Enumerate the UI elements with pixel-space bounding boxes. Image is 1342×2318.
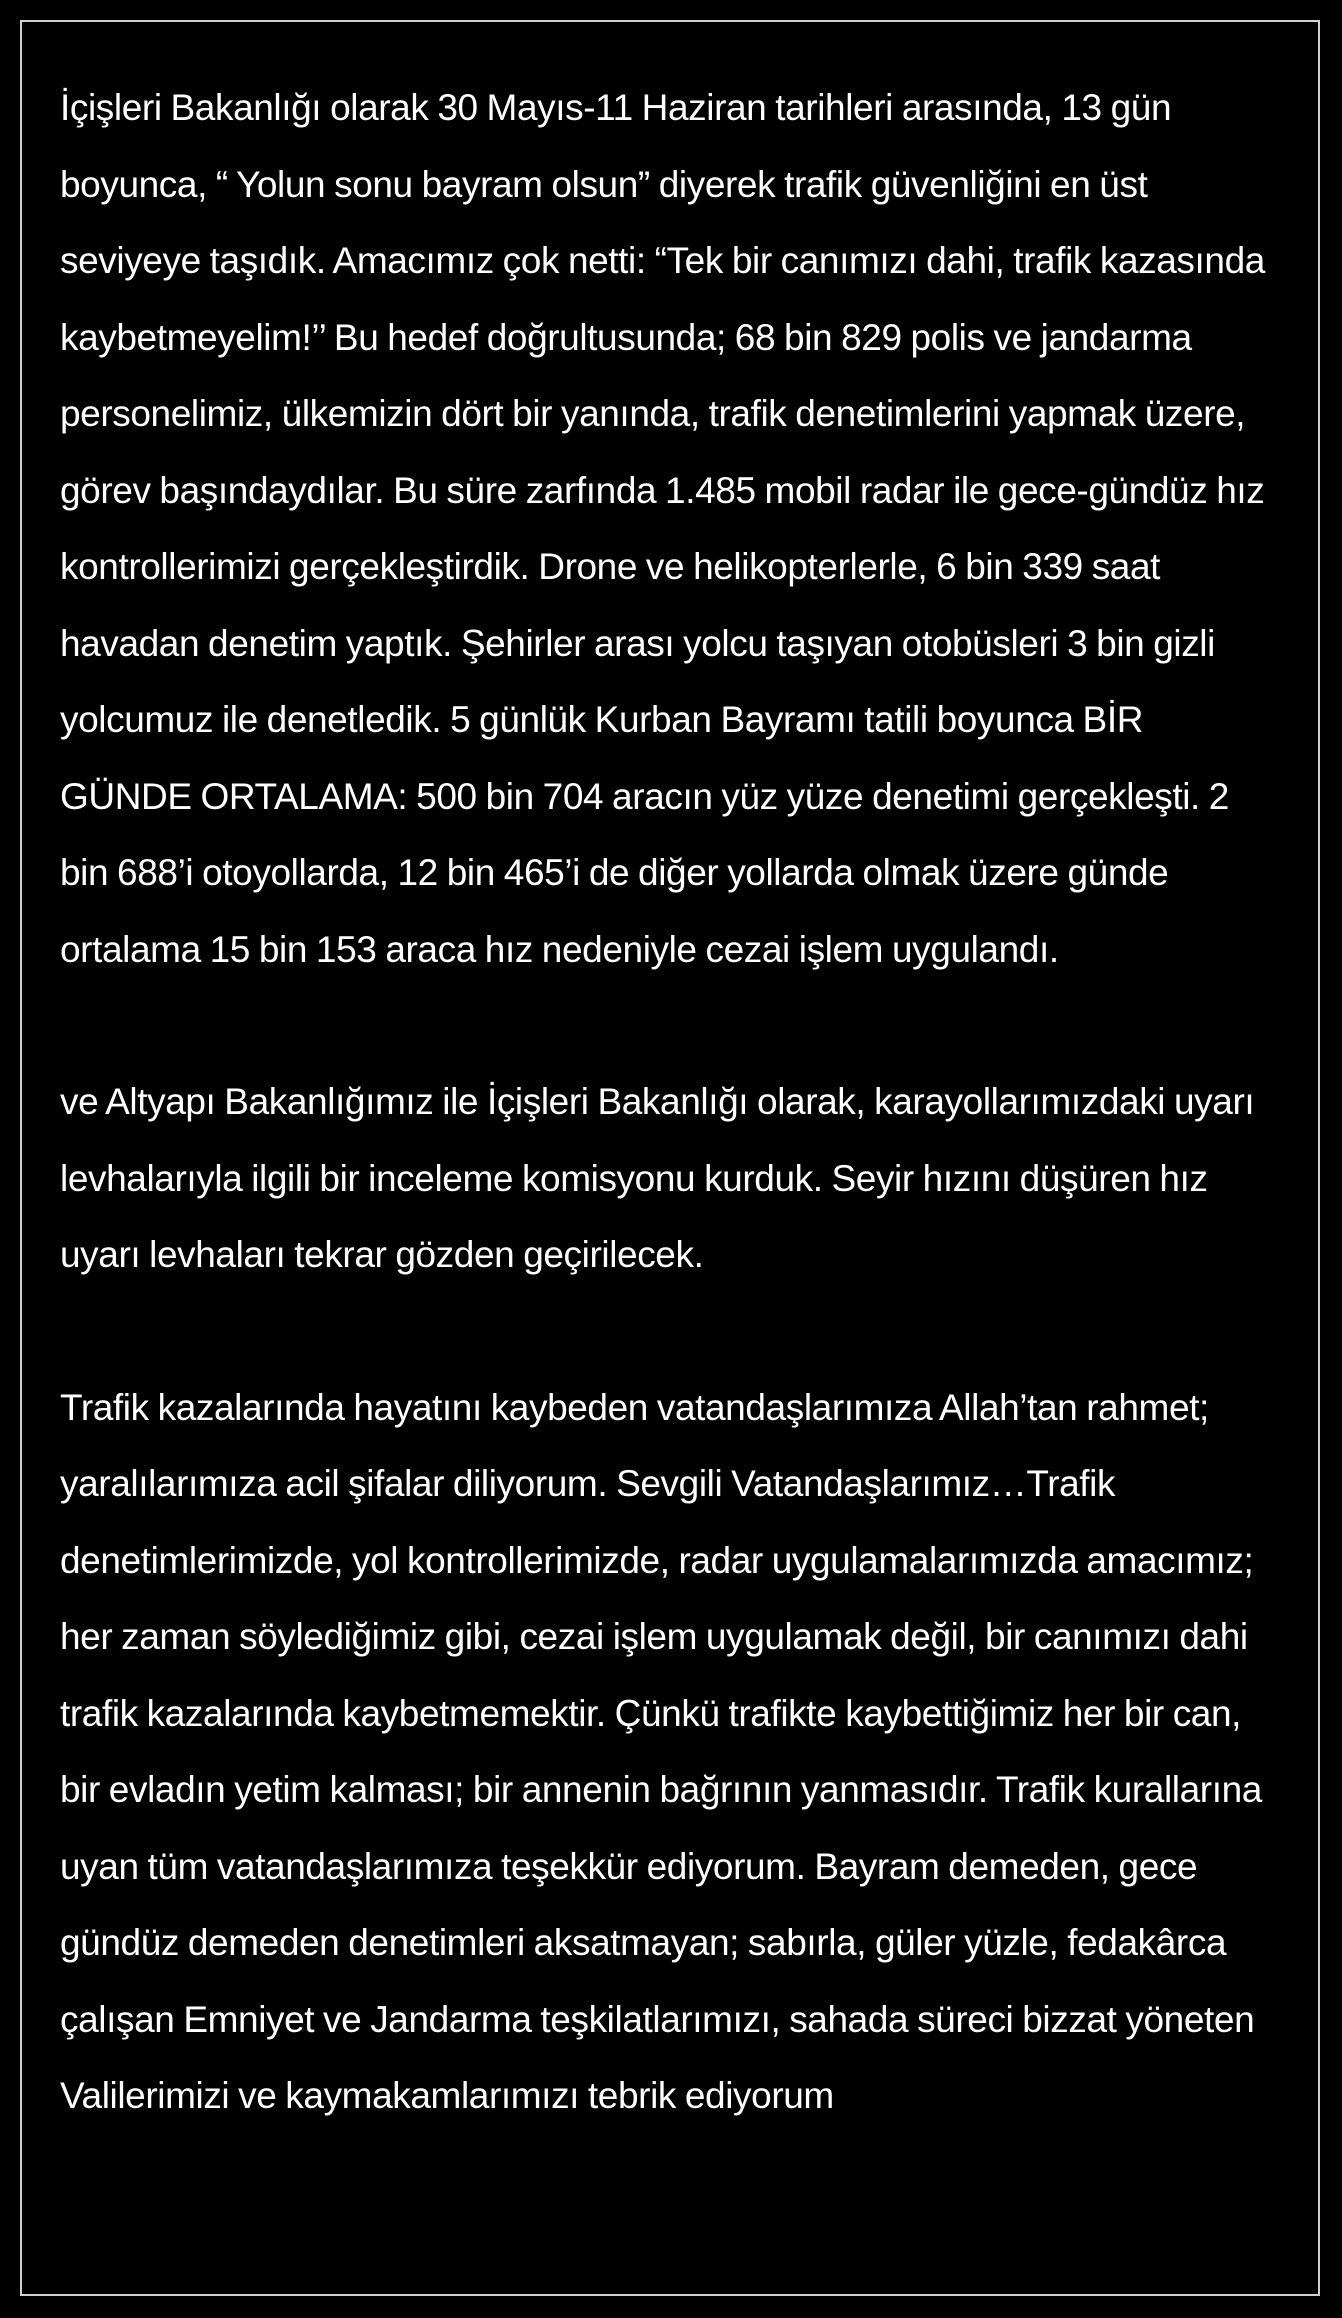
statement-text: [60, 70, 1275, 2135]
paragraph-warning-signs-commission: ve Altyapı Bakanlığımız ile İçişleri Bakanlığı olarak, karayollarımızdaki uyarı levhalarıyla ilgili bir inceleme komisyonu kurduk. Seyir hızını düşüren hız uyarı levhaları tekrar gözden geçirilecek.: [60, 1081, 1255, 1275]
paragraph-holiday-inspections: İçişleri Bakanlığı olarak 30 Mayıs-11 Haziran tarihleri arasında, 13 gün boyunca, “ Yolun sonu bayram olsun” diyerek trafik güvenliğini en üst seviyeye taşıdık. Amacımız çok netti: “Tek bir canımızı dahi, trafik kazasında kaybetmeyelim!’’ Bu hedef doğrultusunda; 68 bin 829 polis ve jandarma personelimiz, ülkemizin dört bir yanında, trafik denetimlerini yapmak üzere, görev başındaydılar. Bu süre zarfında 1.485 mobil radar ile gece-gündüz hız kontrollerimizi gerçekleştirdik. Drone ve helikopterlerle, 6 bin 339 saat havadan denetim yaptık. Şehirler arası yolcu taşıyan otobüsleri 3 bin gizli yolcumuz ile denetledik. 5 günlük Kurban Bayramı tatili boyunca BİR GÜNDE ORTALAMA: 500 bin 704 aracın yüz yüze denetimi gerçekleşti. 2 bin 688’i otoyollarda, 12 bin 465’i de diğer yollarda olmak üzere günde ortalama 15 bin 153 araca hız nedeniyle cezai işlem uygulandı.: [60, 87, 1265, 970]
paragraph-condolences-thanks: Trafik kazalarında hayatını kaybeden vatandaşlarımıza Allah’tan rahmet; yaralılarımıza acil şifalar diliyorum. Sevgili Vatandaşlarımız…Trafik denetimlerimizde, yol kontrollerimizde, radar uygulamalarımızda amacımız; her zaman söylediğimiz gibi, cezai işlem uygulamak değil, bir canımızı dahi trafik kazalarında kaybetmemektir. Çünkü trafikte kaybettiğimiz her bir can, bir evladın yetim kalması; bir annenin bağrının yanmasıdır. Trafik kurallarına uyan tüm vatandaşlarımıza teşekkür ediyorum. Bayram demeden, gece gündüz demeden denetimleri aksatmayan; sabırla, güler yüzle, fedakârca çalışan Emniyet ve Jandarma teşkilatlarımızı, sahada süreci bizzat yöneten Valilerimizi ve kaymakamlarımızı tebrik ediyorum: [60, 1386, 1262, 2116]
